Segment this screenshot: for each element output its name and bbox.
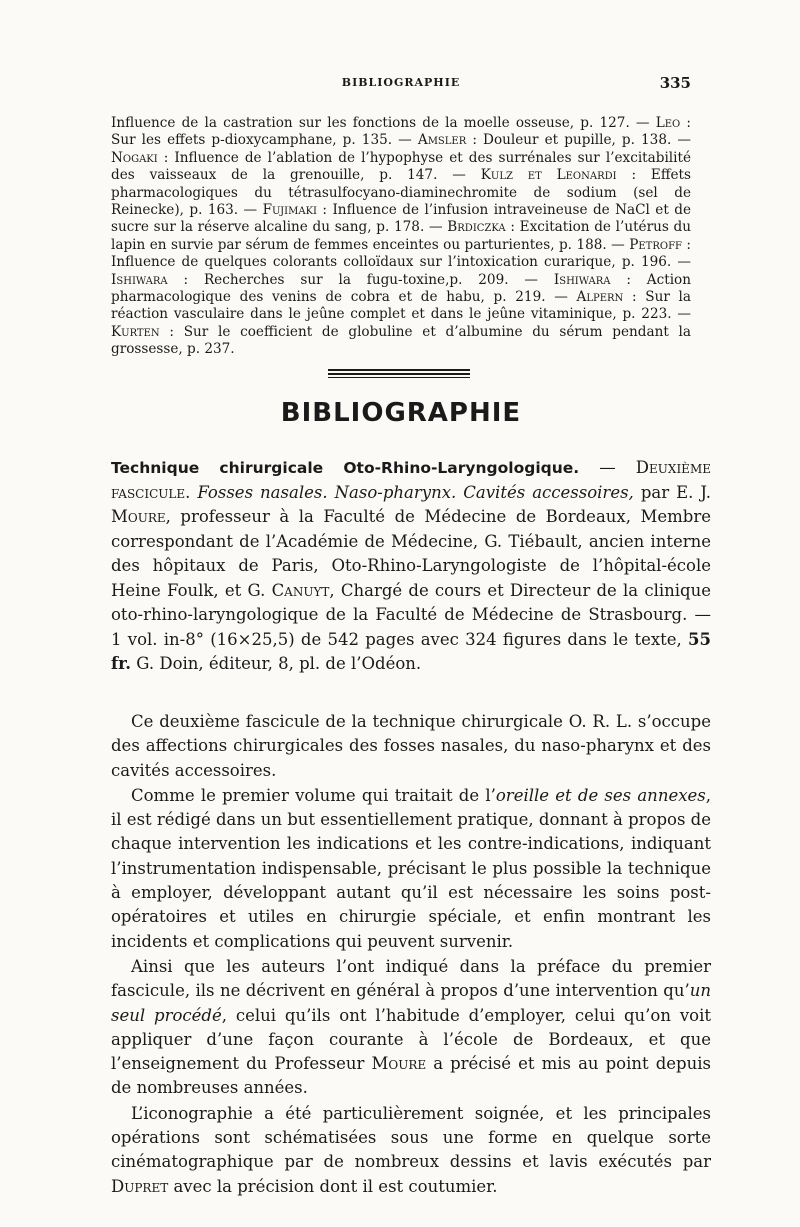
section-divider-rule [328, 373, 470, 375]
author-name: Petroff [629, 236, 682, 253]
summary-block [111, 115, 691, 359]
page-number: 335 [659, 74, 691, 92]
entry-title: Technique chirurgicale Oto-Rhino-Laryngologique. [111, 459, 580, 477]
author-name: Kulz et Leonardi [480, 167, 617, 184]
review-italic: oreille et de ses annexes [495, 785, 706, 805]
author-name: Moure [371, 1054, 427, 1074]
author-name: Alpern [576, 289, 624, 306]
author-name: Leo [655, 115, 681, 131]
author-name: Brdiczka [447, 219, 506, 236]
entry-text: , professeur à la Faculté de Médecine de Bordeaux, Membre correspondant de l’Académie de Médecine, G. Tiébault, ancien interne des hôpitaux de Paris, Oto-Rhino-Laryngologiste de l’hôpital-école Heine Foulk, et G. [111, 507, 711, 600]
author-name: Fujimaki [262, 202, 317, 219]
entry-publisher: G. Doin, éditeur, 8, pl. de l’Odéon. [131, 654, 422, 673]
running-head [111, 76, 691, 96]
author-name: Canuyt [271, 580, 330, 600]
review-text: Ainsi que les auteurs l’ont indiqué dans la préface du premier fascicule, ils ne décrivent en général à propos d’une intervention qu’ [111, 956, 711, 1001]
review-italic: un seul procédé [111, 981, 711, 1025]
author-name: Moure [111, 507, 166, 526]
author-name: Nogaki [111, 149, 158, 166]
entry-dash: — [579, 458, 636, 477]
section-heading: BIBLIOGRAPHIE [280, 398, 522, 428]
review-text: a précisé et mis au point depuis de nombreuses années. [111, 1054, 711, 1098]
review-paragraph [111, 955, 711, 1101]
summary-text: : Sur les effets p-dioxycamphane, p. 135. — [111, 115, 692, 149]
bibliography-entry [111, 456, 711, 677]
review-text: Comme le premier volume qui traitait de l’ [131, 785, 496, 805]
author-name: Kurten [111, 323, 160, 340]
summary-text: : Sur le coefficient de globuline et d’albumine du sérum pendant la grossesse, p. 237. [111, 323, 691, 358]
review-paragraph [111, 1102, 711, 1199]
summary-text: : Excitation de l’utérus du lapin en survie par sérum de femmes enceintes ou parturientes, p. 188. — [111, 219, 691, 253]
review-body [111, 710, 711, 1199]
summary-text: : Influence de quelques colorants colloïdaux sur l’intoxication curarique, p. 196. — [111, 236, 691, 271]
author-name: Dupret [111, 1176, 169, 1196]
section-divider-rule [328, 369, 470, 371]
summary-text: : Douleur et pupille, p. 138. — [466, 132, 691, 149]
entry-price: 55 fr. [111, 629, 711, 673]
summary-text: : Influence de l’ablation de l’hypophyse et des surrénales sur l’excitabilité des vaisseaux de la grenouille, p. 147. — [111, 149, 691, 184]
summary-text: : Recherches sur la fugu-toxine,p. 209. — [167, 271, 554, 288]
review-text: L’iconographie a été particulièrement soignée, et les principales opérations sont schématisées sous une forme en quelque sorte cinématographique par de nombreux dessins et lavis exécutés par [111, 1103, 711, 1172]
summary-text: : Influence de l’infusion intraveineuse de NaCl et de sucre sur la réserve alcaline du sang, p. 178. — [111, 202, 691, 236]
entry-fascicule: Deuxième fascicule. [111, 458, 711, 502]
author-name: Ishiwara [553, 271, 611, 288]
review-paragraph [111, 784, 711, 954]
section-divider-rule [328, 377, 470, 378]
author-name: Amsler [417, 132, 467, 149]
summary-text: : Sur la réaction vasculaire dans le jeûne complet et dans le jeûne vitaminique, p. 223. — [111, 289, 692, 323]
summary-text: : Effets pharmacologiques du tétrasulfocyano-diaminechromite de sodium (sel de Reinecke), p. 163. — [111, 167, 691, 219]
review-text: , celui qu’ils ont l’habitude d’employer, celui qu’on voit appliquer d’une façon courante à l’école de Bordeaux, et que l’enseignement du Professeur [111, 1005, 711, 1074]
running-title: BIBLIOGRAPHIE [341, 76, 461, 89]
review-text: , il est rédigé dans un but essentiellement pratique, donnant à propos de chaque intervention les indications et les contre-indications, indiquant l’instrumentation indispensable, précisant le plus possible la technique à employer, développant autant qu’il est nécessaire les soins post-opératoires et utiles en chirurgie spéciale, et enfin montrant les incidents et complications qui peuvent survenir. [111, 785, 711, 951]
entry-subtitle: Fosses nasales. Naso-pharynx. Cavités accessoires, [190, 482, 634, 502]
review-paragraph: Ce deuxième fascicule de la technique chirurgicale O. R. L. s’occupe des affections chirurgicales des fosses nasales, du naso-pharynx et des cavités accessoires. [111, 712, 711, 780]
author-name: Ishiwara [111, 271, 168, 288]
summary-text: Influence de la castration sur les fonctions de la moelle osseuse, p. 127. — [111, 115, 656, 131]
entry-text: , Chargé de cours et Directeur de la clinique oto-rhino-laryngologique de la Faculté de Médecine de Strasbourg. — 1 vol. in-8° (16×25,5) de 542 pages avec 324 figures dans le texte, [111, 580, 711, 649]
summary-text: : Action pharmacologique des venins de cobra et de habu, p. 219. — [111, 271, 691, 306]
entry-text: par E. J. [633, 482, 712, 502]
review-text: avec la précision dont il est coutumier. [168, 1176, 498, 1196]
